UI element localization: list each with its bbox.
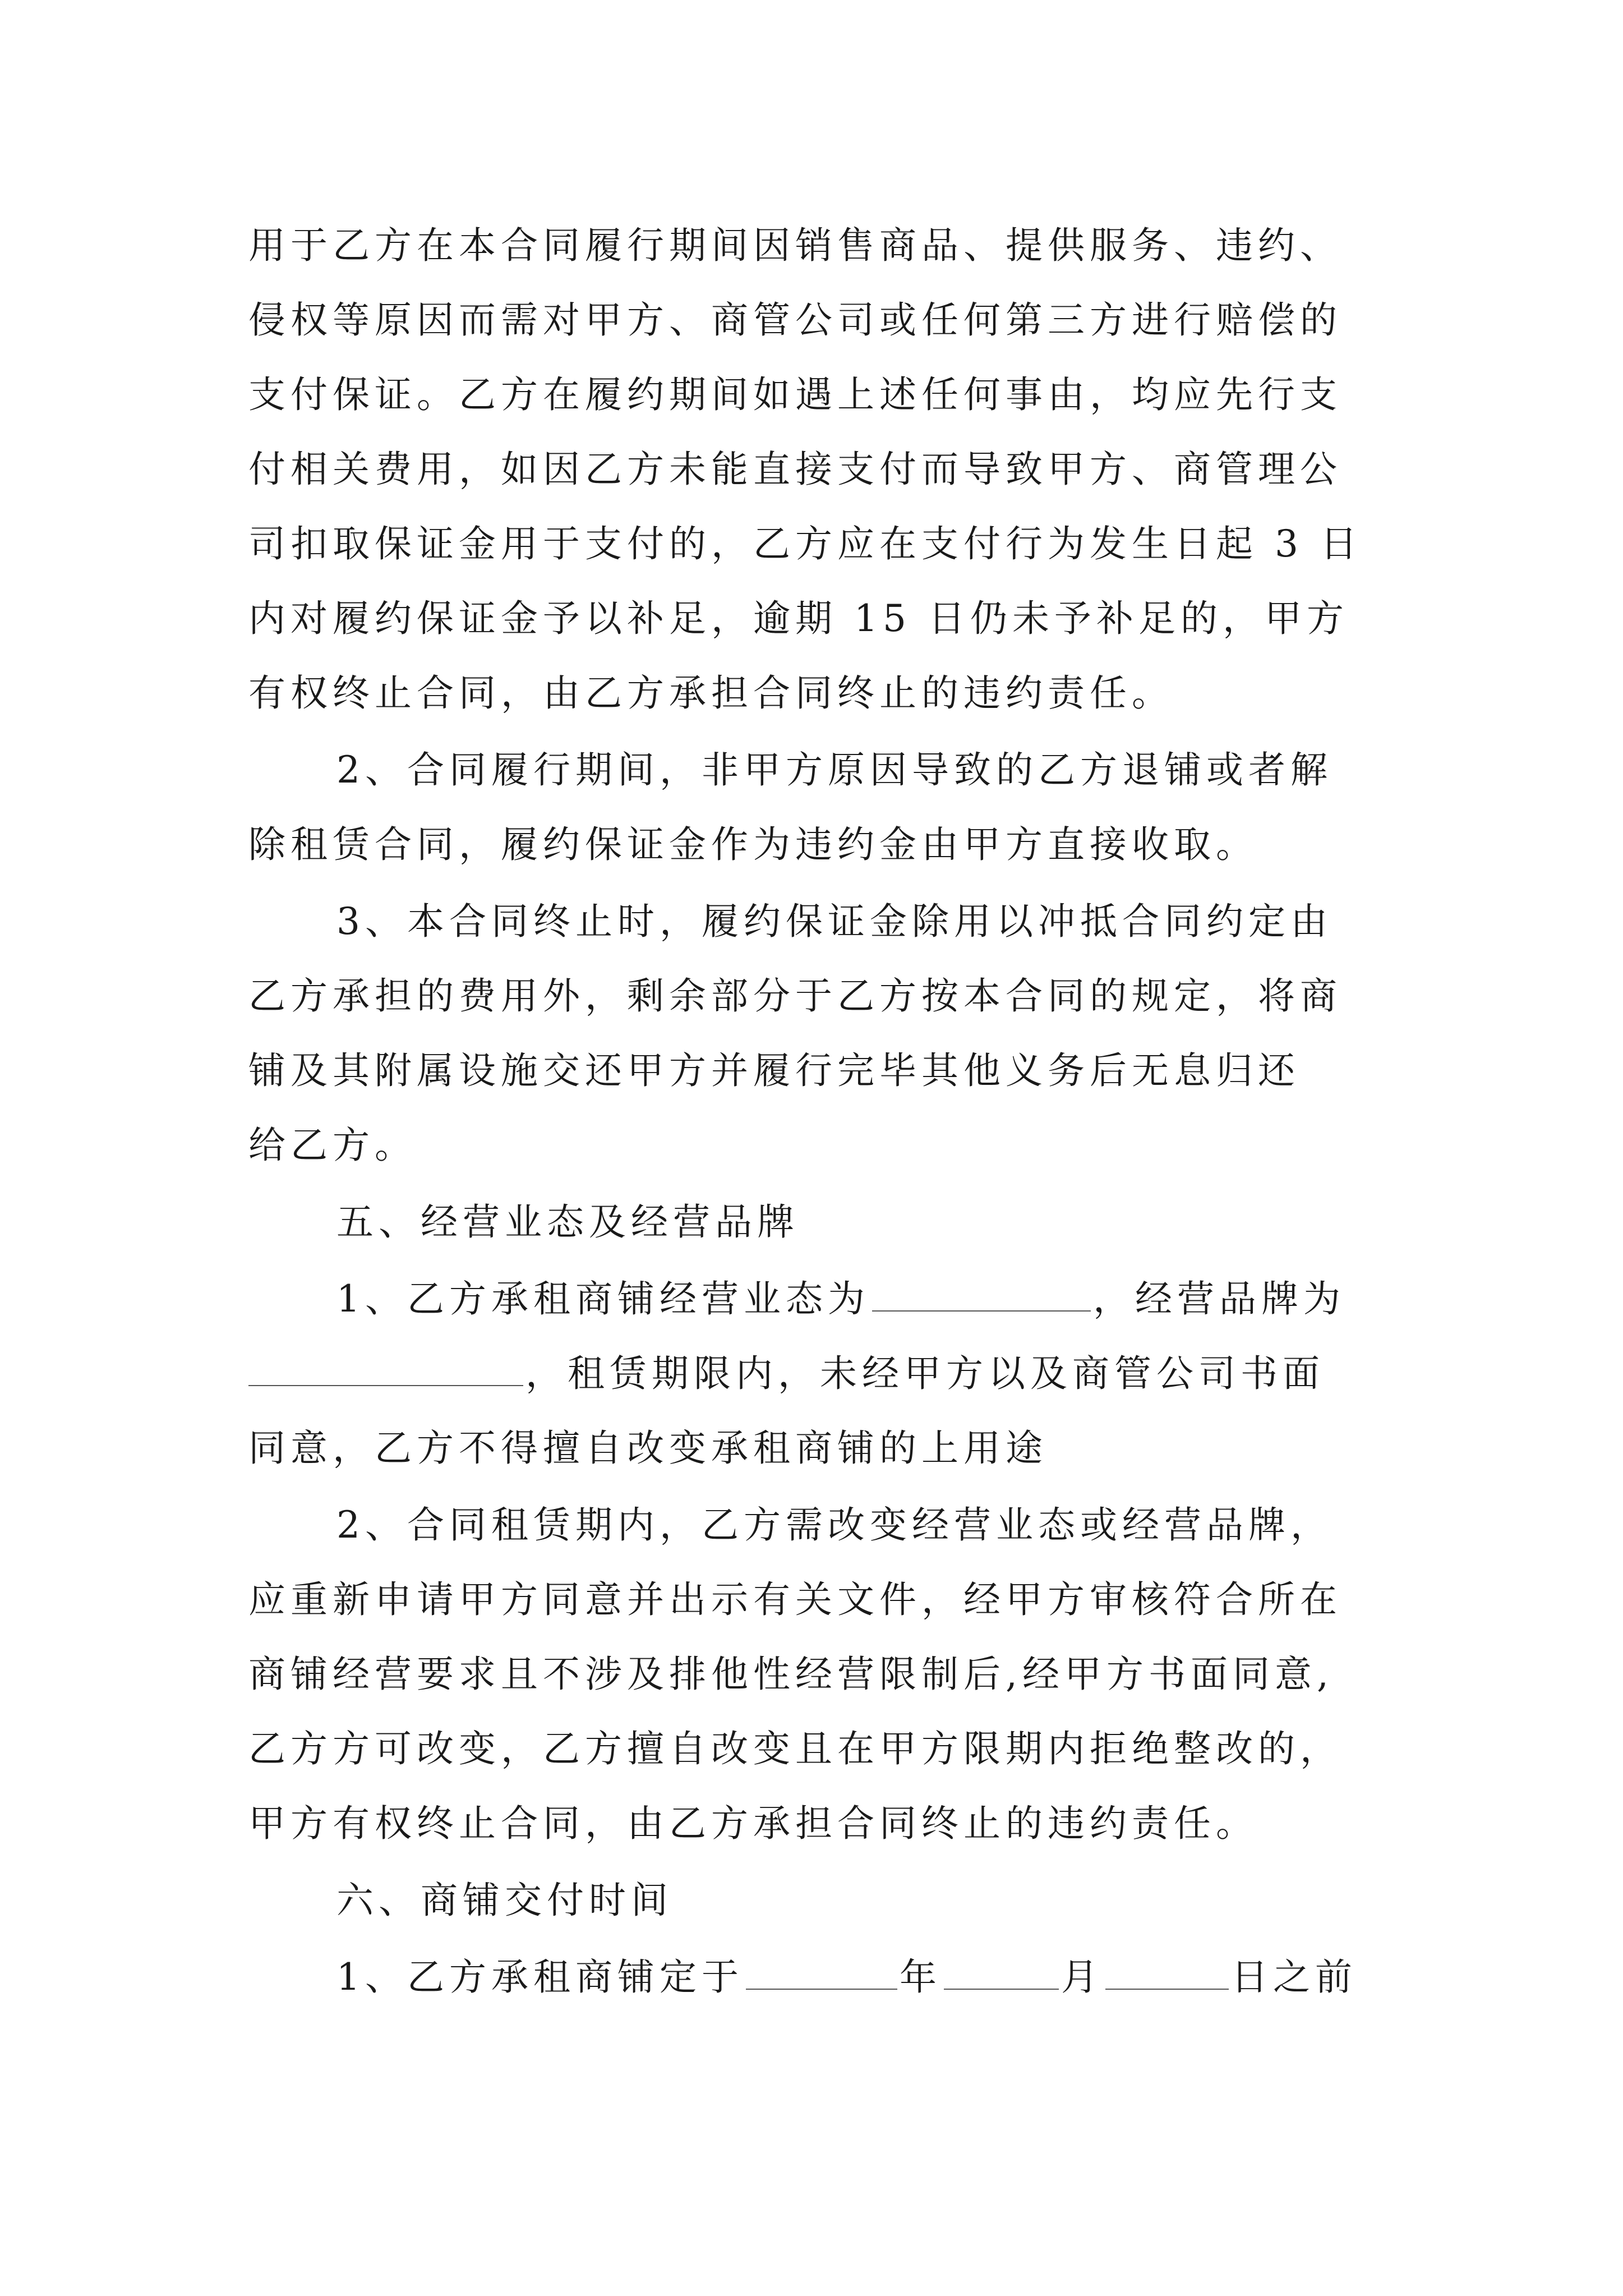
clause-3-line: 3、本合同终止时，履约保证金除用以冲抵合同约定由 [336,900,1332,943]
day-label: 日之前 [1231,1955,1357,1999]
clause-text: ，租赁期限内，未经甲方以及商管公司书面 [525,1352,1325,1395]
day-blank [1105,1957,1229,1990]
paragraph-line: 有权终止合同，由乙方承担合同终止的违约责任。 [248,671,1174,715]
paragraph-line: 给乙方。 [248,1124,417,1167]
paragraph-line: 甲方有权终止合同，由乙方承担合同终止的违约责任。 [248,1802,1258,1845]
paragraph-line: 应重新申请甲方同意并出示有关文件，经甲方审核符合所在 [248,1578,1342,1621]
clause-5-1-line [336,1277,1345,1322]
clause-6-1-line [336,1955,1357,2000]
paragraph-line: 用于乙方在本合同履行期间因销售商品、提供服务、违约、 [248,224,1342,267]
paragraph-line: 铺及其附属设施交还甲方并履行完毕其他义务后无息归还 [248,1049,1300,1092]
paragraph-line: 支付保证。乙方在履约期间如遇上述任何事由，均应先行支 [248,373,1342,416]
clause-text: ，经营品牌为 [1093,1277,1345,1320]
paragraph-line: 除租赁合同，履约保证金作为违约金由甲方直接收取。 [248,823,1258,866]
section-heading-6: 六、商铺交付时间 [336,1879,673,1922]
business-type-blank [872,1279,1091,1312]
paragraph-line: 商铺经营要求且不涉及排他性经营限制后,经甲方书面同意, [248,1653,1334,1696]
clause-5-1-line [248,1351,1325,1396]
month-blank [944,1957,1059,1990]
year-label: 年 [900,1955,942,1999]
section-heading-5: 五、经营业态及经营品牌 [336,1200,799,1244]
brand-blank [248,1354,523,1386]
month-label: 月 [1061,1955,1103,1999]
paragraph-line: 乙方承担的费用外，剩余部分于乙方按本合同的规定，将商 [248,974,1342,1018]
paragraph-line: 乙方方可改变，乙方擅自改变且在甲方限期内拒绝整改的， [248,1727,1342,1770]
paragraph-line: 付相关费用，如因乙方未能直接支付而导致甲方、商管理公 [248,448,1342,491]
paragraph-line: 侵权等原因而需对甲方、商管公司或任何第三方进行赔偿的 [248,298,1342,342]
year-blank [746,1957,897,1990]
paragraph-line: 同意，乙方不得擅自改变承租商铺的上用途 [248,1427,1048,1470]
clause-2-line: 2、合同履行期间，非甲方原因导致的乙方退铺或者解 [336,748,1332,792]
paragraph-line: 司扣取保证金用于支付的，乙方应在支付行为发生日起 3 日 [248,522,1362,565]
clause-text: 1、乙方承租商铺经营业态为 [336,1277,870,1320]
paragraph-line: 内对履约保证金予以补足，逾期 15 日仍未予补足的，甲方 [248,597,1349,640]
clause-text: 1、乙方承租商铺定于 [336,1955,744,1999]
clause-5-2-line: 2、合同租赁期内，乙方需改变经营业态或经营品牌， [336,1503,1332,1547]
